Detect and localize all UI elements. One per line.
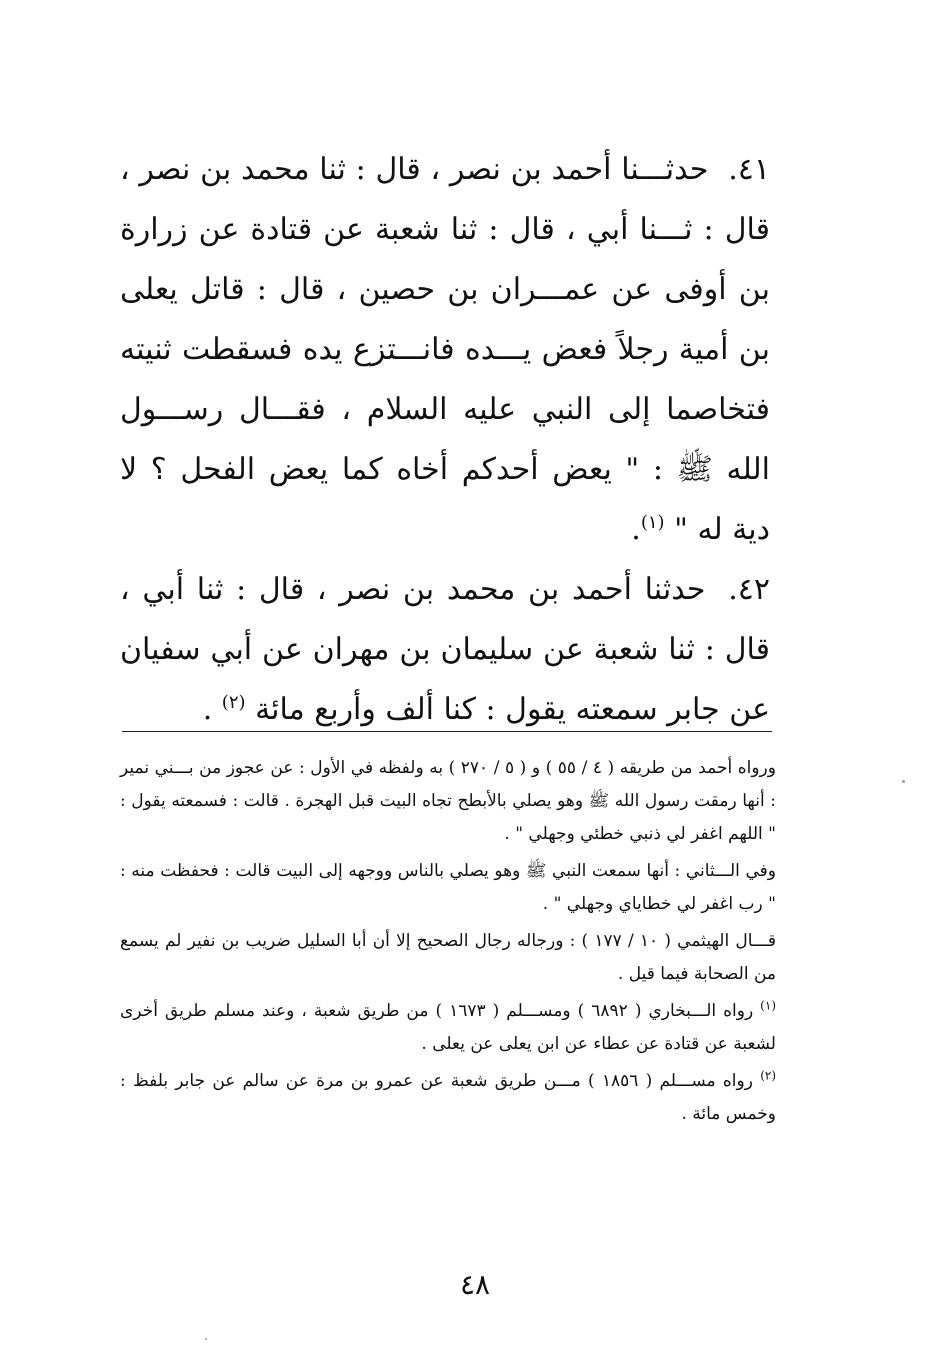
- footnote-continuation: ورواه أحمد من طريقه ( ٤ / ٥٥ ) و ( ٥ / ٢٧٠ ) به ولفظه في الأول : عن عجوز من بـــني نمير : أنها رمقت رسول الله ﷺ وهو يصلي بالأبطح تجاه البيت قبل الهجرة . قالت : فسمعته يقول : " اللهم اغفر لي ذنبي خطئي وجهلي " .: [120, 758, 776, 844]
- hadith-end: .: [631, 512, 641, 547]
- footnote-text: رواه مســـلم ( ١٨٥٦ ) مـــن طريق شعبة عن عمرو بن مرة عن سالم عن جابر بلفظ : وخمس مائة .: [120, 1071, 776, 1124]
- footnote-continuation: وفي الـــثاني : أنها سمعت النبي ﷺ وهو يصلي بالناس ووجهه إلى البيت قالت : فحفظت منه : " رب اغفر لي خطاياي وجهلي " .: [120, 861, 776, 914]
- hadith-number: ٤٢.: [728, 572, 770, 607]
- hadith-text: حدثنا أحمد بن محمد بن نصر ، قال : ثنا أبي ، قال : ثنا شعبة عن سليمان بن مهران عن أبي سفيان عن جابر سمعته يقول : كنا ألف وأربع مائة: [120, 572, 770, 727]
- footnote-text: رواه الـــبخاري ( ٦٨٩٢ ) ومســـلم ( ١٦٧٣ ) من طريق شعبة ، وعند مسلم طريق أخرى لشعبة عن قتادة عن عطاء عن ابن يعلى عن يعلى .: [120, 1001, 776, 1054]
- hadith-number: ٤١.: [728, 152, 770, 187]
- main-text: [120, 140, 770, 740]
- footnote-mark: (٢): [760, 1068, 777, 1083]
- footnote-2: [120, 1065, 776, 1131]
- footnote-1: [120, 995, 776, 1061]
- scan-speck: [902, 780, 905, 783]
- footnote-mark: (١): [760, 998, 776, 1013]
- hadith-text: حدثـــنا أحمد بن نصر ، قال : ثنا محمد بن نصر ، قال : ثـــنا أبي ، قال : ثنا شعبة عن قتادة عن زرارة بن أوفى عن عمـــران بن حصين ، قال : قاتل يعلى بن أمية رجلاً فعض يـــده فانـــتزع يده فسقطت ثنيته فتخاصما إلى النبي عليه السلام ، فقـــال رســـول الله ﷺ : " يعض أحدكم أخاه كما يعض الفحل ؟ لا دية له ": [120, 152, 770, 547]
- page-number: ٤٨: [459, 1268, 491, 1301]
- footnote-reference: (١): [640, 512, 665, 533]
- footnote-reference: (٢): [221, 692, 246, 713]
- footnote-continuation: قـــال الهيثمي ( ١٠ / ١٧٧ ) : ورجاله رجال الصحيح إلا أن أبا السليل ضريب بن نفير لم يسمع من الصحابة فيما قيل .: [120, 931, 776, 984]
- scan-speck: [205, 1338, 207, 1340]
- hadith-42: [120, 560, 770, 740]
- hadith-41: [120, 140, 770, 560]
- footnotes: [120, 752, 776, 1135]
- footnote-separator: [122, 731, 772, 732]
- hadith-end: .: [202, 692, 213, 727]
